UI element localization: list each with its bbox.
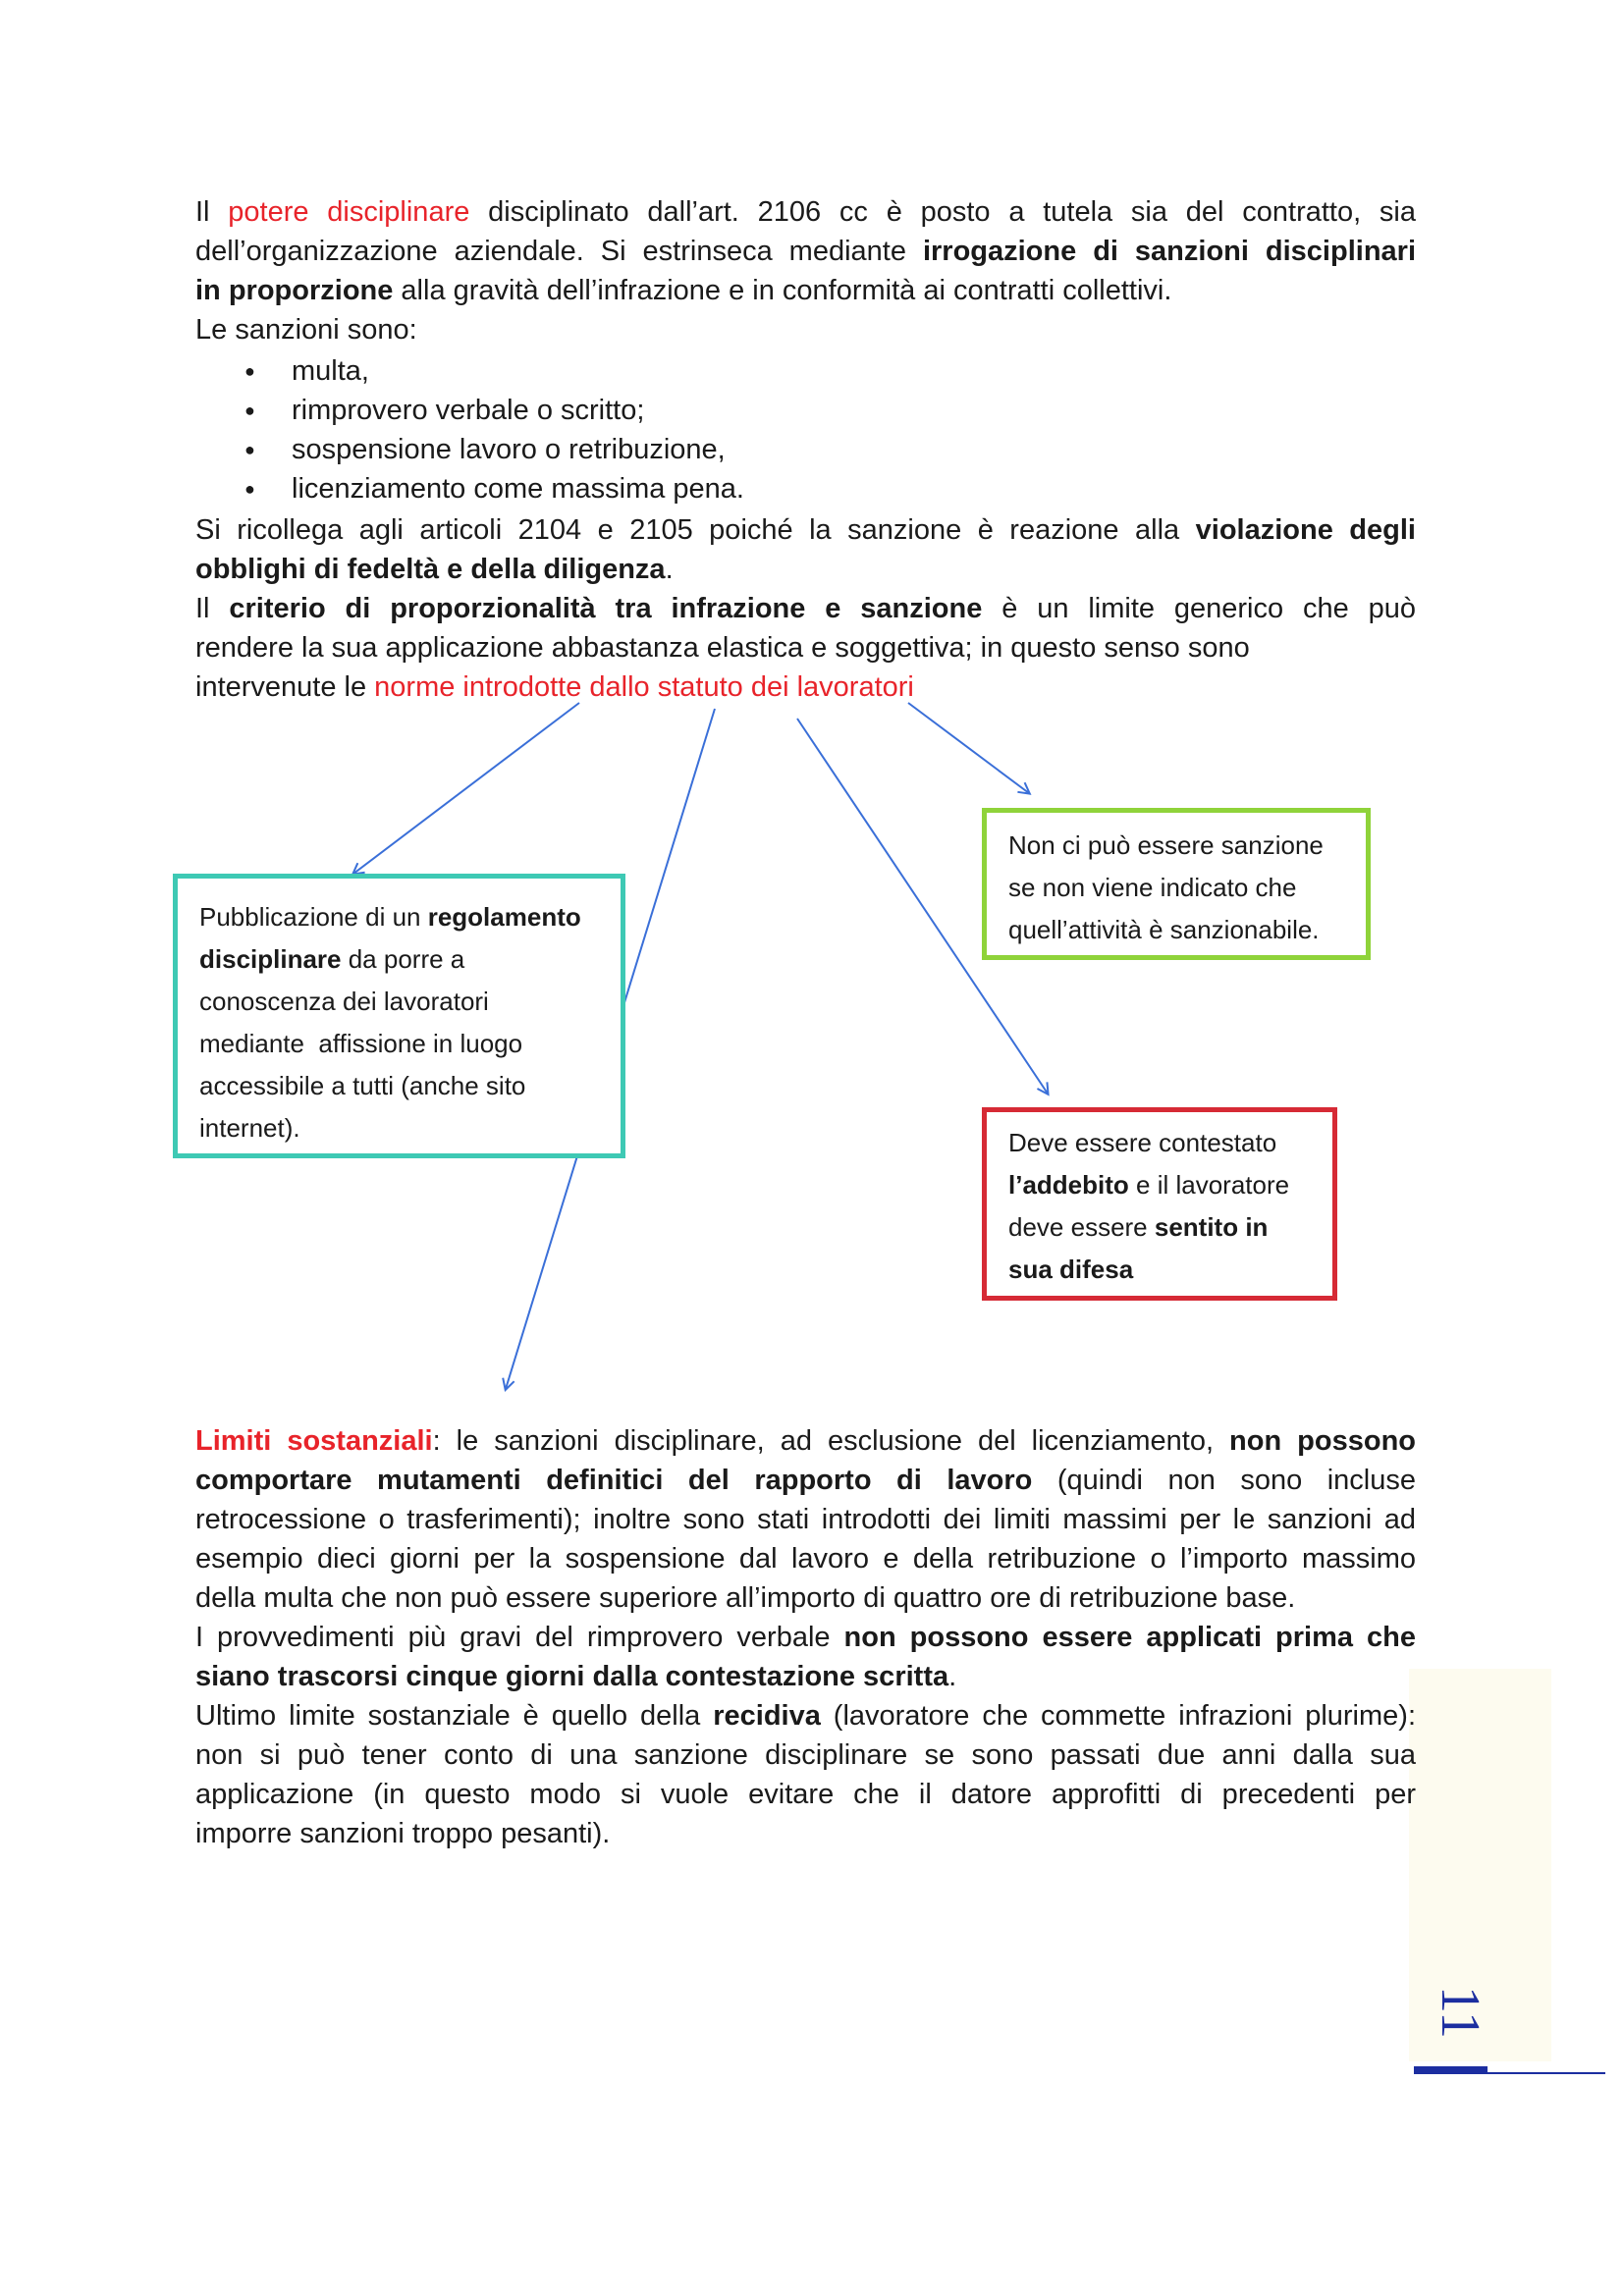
limiti-line-11: imporre sanzioni troppo pesanti). bbox=[195, 1818, 611, 1849]
limiti-line-1: Limiti sostanziali: le sanzioni disciplinare, ad esclusione del licenziamento, non possono bbox=[195, 1425, 1416, 1457]
box-line: se non viene indicato che bbox=[1008, 873, 1297, 902]
box-regolamento bbox=[173, 874, 625, 1158]
bullet-icon: ● bbox=[244, 440, 255, 459]
limiti-line-9: non si può tener conto di una sanzione disciplinare se sono passati due anni dalla sua bbox=[195, 1739, 1416, 1771]
box-line: disciplinare da porre a bbox=[199, 944, 465, 974]
page-number-rule bbox=[1488, 2072, 1605, 2074]
limiti-line-10: applicazione (in questo modo si vuole evitare che il datore approfitti di precedenti per bbox=[195, 1779, 1416, 1810]
criterio-line-3: intervenute le norme introdotte dallo statuto dei lavoratori bbox=[195, 671, 914, 703]
criterio-line-2: rendere la sua applicazione abbastanza elastica e soggettiva; in questo senso sono bbox=[195, 632, 1250, 664]
box-line: sua difesa bbox=[1008, 1255, 1134, 1284]
limiti-line-5: della multa che non può essere superiore all’importo di quattro ore di retribuzione base. bbox=[195, 1582, 1296, 1614]
box-line: deve essere sentito in bbox=[1008, 1212, 1269, 1242]
box-line: Pubblicazione di un regolamento bbox=[199, 902, 581, 932]
ricollega-line-2: obblighi di fedeltà e della diligenza. bbox=[195, 554, 674, 585]
box-line: Non ci può essere sanzione bbox=[1008, 830, 1324, 860]
limiti-line-3: retrocessione o trasferimenti); inoltre sono stati introdotti dei limiti massimi per le sanzioni ad bbox=[195, 1504, 1416, 1535]
intro-line-1: Il potere disciplinare disciplinato dall’art. 2106 cc è posto a tutela sia del contratto, sia bbox=[195, 196, 1416, 228]
limiti-line-8: Ultimo limite sostanziale è quello della recidiva (lavoratore che commette infrazioni plurime): bbox=[195, 1700, 1416, 1732]
limiti-line-7: siano trascorsi cinque giorni dalla contestazione scritta. bbox=[195, 1661, 957, 1692]
bullet-icon: ● bbox=[244, 361, 255, 381]
box-line: accessibile a tutti (anche sito bbox=[199, 1071, 526, 1100]
box-line: quell’attività è sanzionabile. bbox=[1008, 915, 1320, 944]
page-number: 11 bbox=[1429, 1986, 1490, 2039]
box-line: l’addebito e il lavoratore bbox=[1008, 1170, 1290, 1200]
arrow-to-sanzionabile bbox=[908, 703, 1029, 793]
box-line: mediante affissione in luogo bbox=[199, 1029, 523, 1058]
box-line: conoscenza dei lavoratori bbox=[199, 987, 489, 1016]
bullet-icon: ● bbox=[244, 400, 255, 420]
highlight-norme-statuto: norme introdotte dallo statuto dei lavoratori bbox=[374, 671, 914, 703]
criterio-line-1: Il criterio di proporzionalità tra infrazione e sanzione è un limite generico che può bbox=[195, 593, 1416, 624]
list-item: multa, bbox=[292, 355, 369, 387]
highlight-potere-disciplinare: potere disciplinare bbox=[228, 196, 470, 228]
highlight-limiti-sostanziali: Limiti sostanziali bbox=[195, 1425, 433, 1457]
intro-line-4: Le sanzioni sono: bbox=[195, 314, 417, 346]
intro-line-2: dell’organizzazione aziendale. Si estrinseca mediante irrogazione di sanzioni disciplinari bbox=[195, 236, 1417, 267]
limiti-line-2: comportare mutamenti definitici del rapporto di lavoro (quindi non sono incluse bbox=[195, 1465, 1417, 1496]
limiti-line-6: I provvedimenti più gravi del rimprovero verbale non possono essere applicati prima che bbox=[195, 1622, 1416, 1653]
box-line: internet). bbox=[199, 1113, 300, 1143]
page-number-bar bbox=[1414, 2066, 1488, 2074]
box-sanzionabile bbox=[982, 808, 1371, 960]
list-item: rimprovero verbale o scritto; bbox=[292, 395, 645, 426]
box-contestato bbox=[982, 1107, 1337, 1301]
list-item: sospensione lavoro o retribuzione, bbox=[292, 434, 726, 465]
limiti-line-4: esempio dieci giorni per la sospensione dal lavoro e della retribuzione o l’importo massimo bbox=[195, 1543, 1416, 1575]
bullet-icon: ● bbox=[244, 479, 255, 499]
box-line: Deve essere contestato bbox=[1008, 1128, 1277, 1157]
list-item: licenziamento come massima pena. bbox=[292, 473, 744, 505]
intro-line-3: in proporzione alla gravità dell’infrazione e in conformità ai contratti collettivi. bbox=[195, 275, 1172, 306]
ricollega-line-1: Si ricollega agli articoli 2104 e 2105 poiché la sanzione è reazione alla violazione degli bbox=[195, 514, 1416, 546]
arrow-to-regolamento bbox=[353, 703, 579, 874]
